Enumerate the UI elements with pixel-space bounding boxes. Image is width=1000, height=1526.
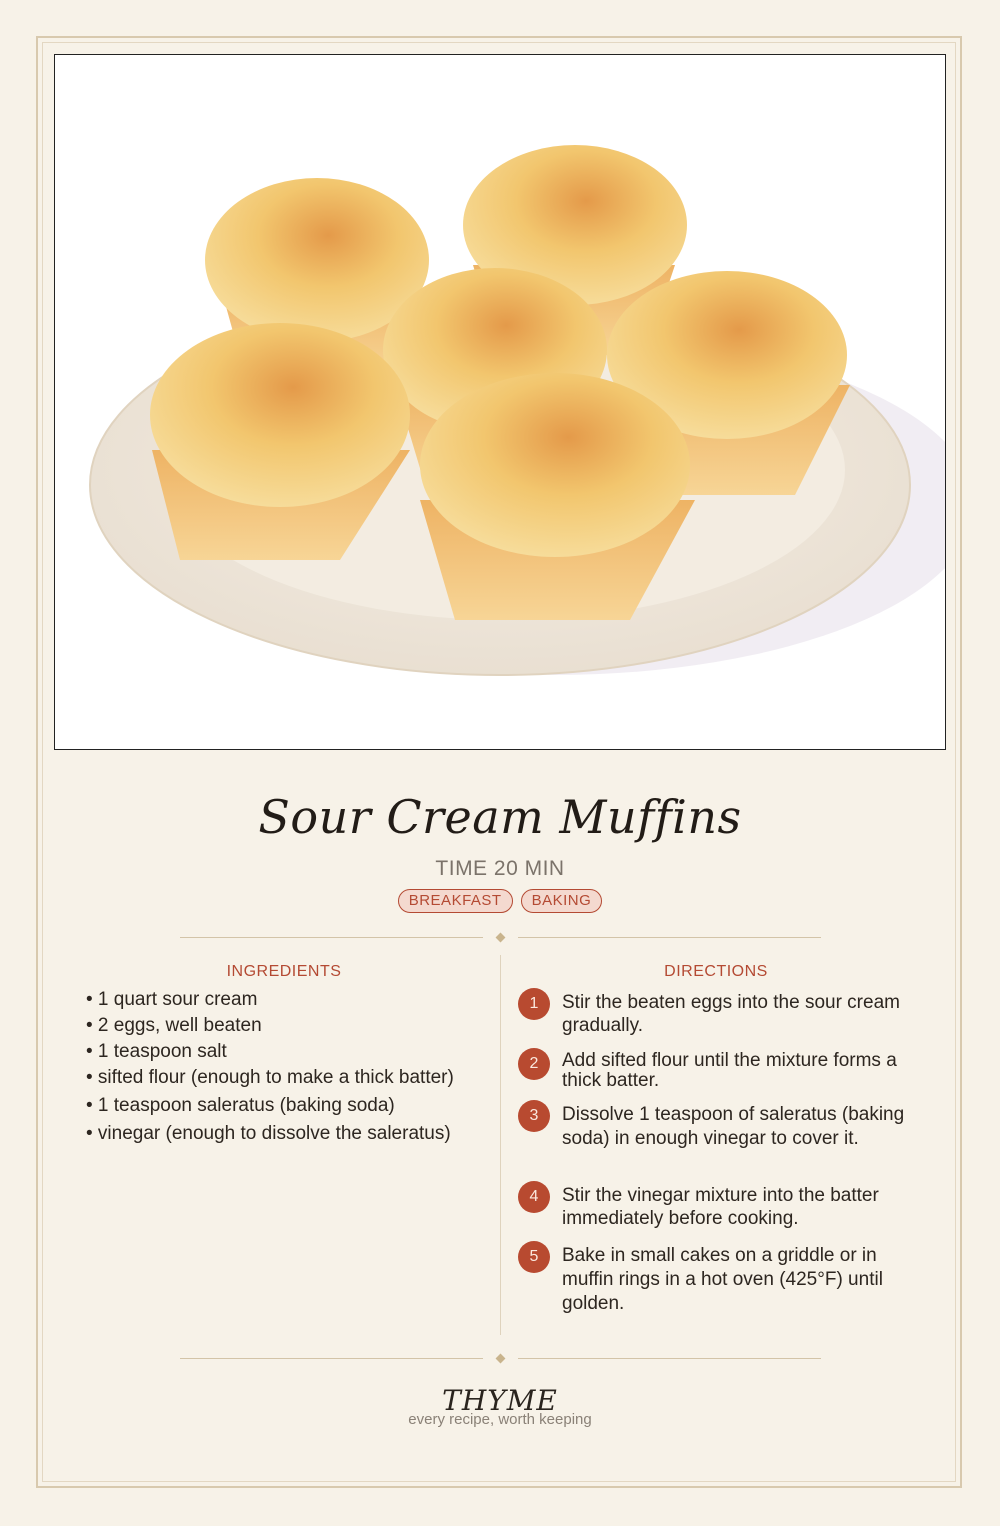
directions-heading: DIRECTIONS xyxy=(664,963,768,980)
step-number: 5 xyxy=(518,1241,550,1273)
step-text: Dissolve 1 teaspoon of saleratus (baking soda) in enough vinegar to cover it. xyxy=(562,1104,905,1149)
ingredient-list xyxy=(86,988,466,1148)
divider-line xyxy=(180,937,483,938)
ingredient-item: • sifted flour (enough to make a thick batter) xyxy=(86,1067,454,1088)
step-number: 2 xyxy=(518,1048,550,1080)
step-number: 3 xyxy=(518,1100,550,1132)
step-text: Stir the beaten eggs into the sour cream gradually. xyxy=(562,992,900,1036)
recipe-photo xyxy=(54,54,946,750)
tag-list xyxy=(0,889,1000,913)
tag-breakfast[interactable]: BREAKFAST xyxy=(398,889,513,913)
step-text: Stir the vinegar mixture into the batter immediately before cooking. xyxy=(562,1185,879,1229)
step-number: 1 xyxy=(518,988,550,1020)
recipe-title: Sour Cream Muffins xyxy=(258,790,742,844)
step-number: 4 xyxy=(518,1181,550,1213)
divider-line xyxy=(180,1358,483,1359)
ingredient-item: • 1 quart sour cream xyxy=(86,989,258,1010)
ingredient-item: • 2 eggs, well beaten xyxy=(86,1015,262,1036)
ingredient-item: • 1 teaspoon saleratus (baking soda) xyxy=(86,1095,395,1116)
divider-line xyxy=(518,1358,821,1359)
tag-baking[interactable]: BAKING xyxy=(521,889,603,913)
recipe-time: TIME 20 MIN xyxy=(435,857,565,880)
brand-logo: THYME xyxy=(442,1384,558,1417)
ingredient-item: • vinegar (enough to dissolve the saleratus) xyxy=(86,1123,451,1144)
step-text: Add sifted flour until the mixture forms a thick batter. xyxy=(562,1050,897,1091)
divider-line xyxy=(518,937,821,938)
step-text: Bake in small cakes on a griddle or in muffin rings in a hot oven (425°F) until golden. xyxy=(562,1245,883,1314)
ingredient-item: • 1 teaspoon salt xyxy=(86,1041,227,1062)
brand-tagline: every recipe, worth keeping xyxy=(408,1411,592,1428)
column-divider xyxy=(500,955,501,1335)
ingredients-heading: INGREDIENTS xyxy=(226,963,342,980)
